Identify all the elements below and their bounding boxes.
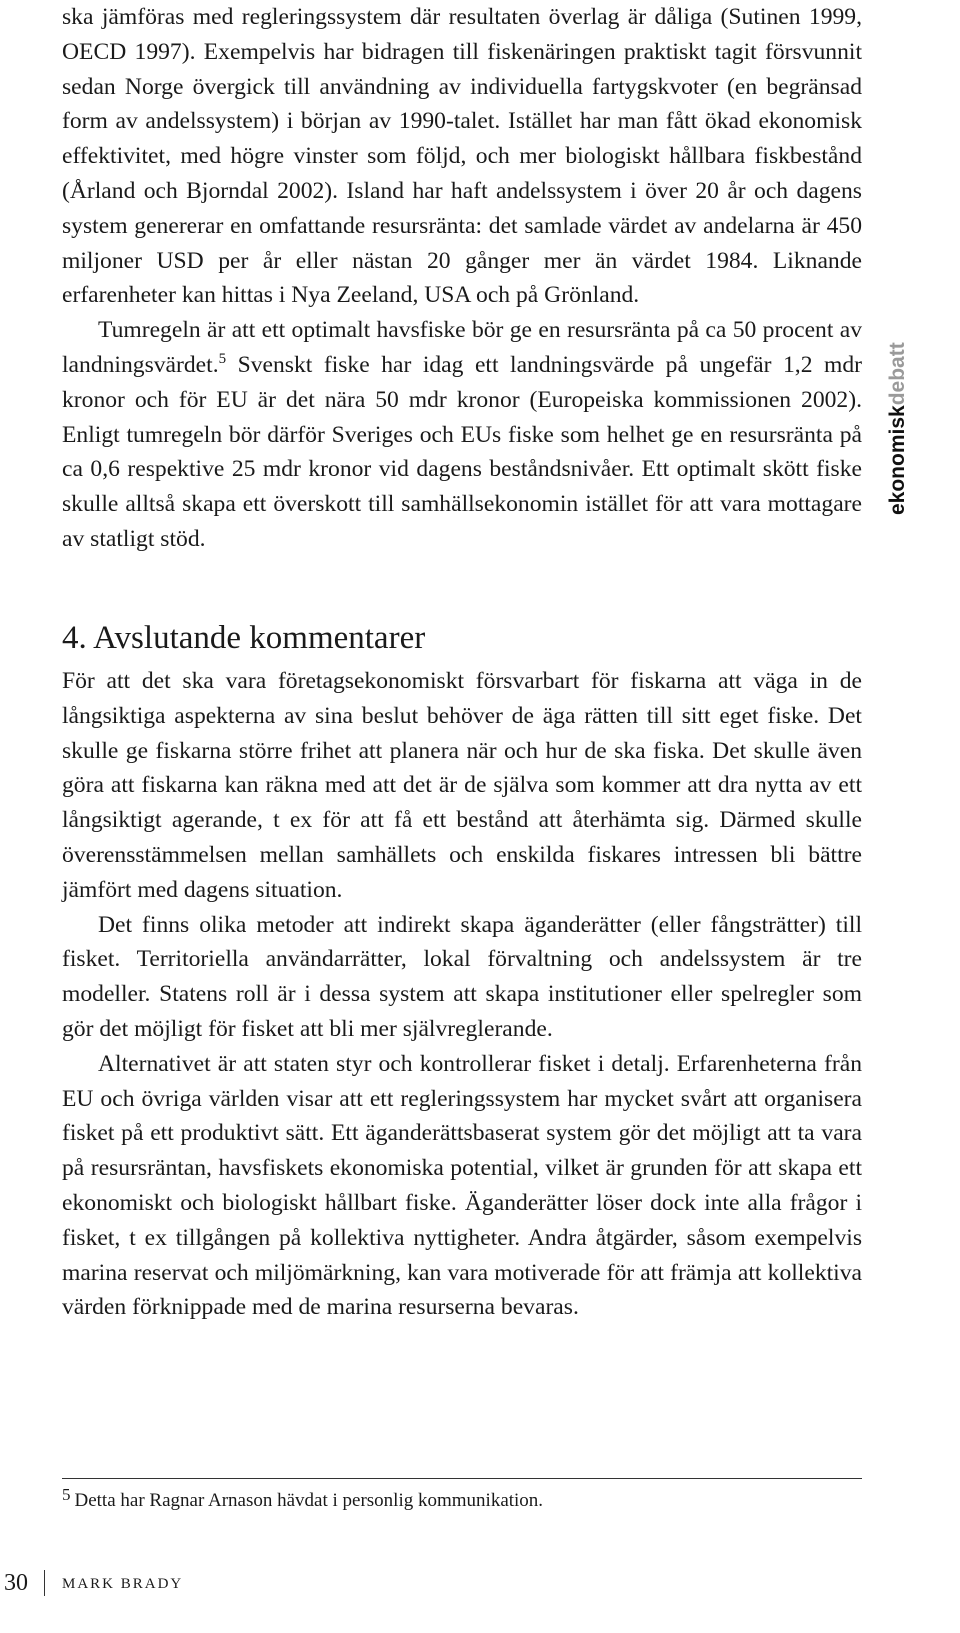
journal-label-ekonomisk: ekonomisk <box>886 405 909 515</box>
journal-side-label <box>880 277 914 517</box>
footnote-reference: 5 <box>218 350 227 367</box>
body-paragraph-1: ska jämföras med regleringssystem där resultaten överlag är dåliga (Sutinen 1999, OECD 1997). Exempelvis har bidragen till fiskenäringen praktiskt tagit försvunnit sedan Norge övergick till användning av individuella fartygskvoter (en begränsad form av andelssystem) i början av 1990-talet. Istället har man fått ökad ekonomisk effektivitet, med högre vinster som följd, och mer biologiskt hållbara fiskbestånd (Årland och Bjorndal 2002). Island har haft andelssystem i över 20 år och dagens system genererar en omfattande resursränta: det samlade värdet av andelarna är 450 miljoner USD per år eller nästan 20 gånger mer än värdet 1984. Liknande erfarenheter kan hittas i Nya Zeeland, USA och på Grönland. <box>62 4 862 309</box>
section-heading: 4. Avslutande kommentarer <box>62 620 426 656</box>
footnote-divider <box>62 1478 862 1479</box>
footnote-text: Detta har Ragnar Arnason hävdat i personlig kommunikation. <box>74 1490 544 1511</box>
journal-side-label-svg <box>880 277 914 517</box>
section-paragraph-1: För att det ska vara företagsekonomiskt försvarbart för fiskarna att väga in de långsiktiga aspekterna av sina beslut behöver de äga rätten till sitt eget fiske. Det skulle ge fiskarna större frihet att planera när och hur de ska fiska. Det skulle även göra att fiskarna kan räkna med att det är de själva som kommer att dra nytta av ett långsiktigt agerande, t ex för att få ett bestånd att återhämta sig. Därmed skulle överensstämmelsen mellan samhällets och enskilda fiskares intressen bli bättre jämfört med dagens situation. <box>62 668 862 903</box>
body-paragraph-2-start: Tumregeln är att ett optimalt havsfiske bör ge en resursränta på ca 50 procent av landningsvärdet. <box>62 317 862 378</box>
body-text-column <box>62 0 862 557</box>
body-paragraph-2 <box>62 313 862 557</box>
svg-text:ekonomiskdebatt <box>886 342 909 515</box>
running-footer-author: MARK BRADY <box>62 1576 184 1592</box>
section-paragraph-2: Det finns olika metoder att indirekt skapa äganderätter (eller fångsträtter) till fisket. Territoriella användarrätter, lokal förvaltning och andelssystem är tre modeller. Statens roll är i dessa system att skapa institutioner eller spelregler som gör det möjligt för fisket att bli mer självreglerande. <box>62 911 862 1042</box>
section-text-column <box>62 664 862 1325</box>
section-paragraph-3: Alternativet är att staten styr och kontrollerar fisket i detalj. Erfarenheterna från EU och övriga världen visar att ett regleringssystem har mycket svårt att organisera fisket på ett produktivt sätt. Ett äganderättsbaserat system gör det möjligt att ta vara på resursräntan, havsfiskets ekonomiska potential, vilket är grunden för att skapa ett ekonomiskt och biologiskt hållbart fiske. Äganderätter löser dock inte alla frågor i fisket, t ex tillgången på kollektiva nyttigheter. Andra åtgärder, såsom exempelvis marina reservat och miljömärkning, kan vara motiverade för att främja att kollektiva värden förknippade med de marina resurserna bevaras. <box>62 1050 862 1321</box>
page-number: 30 <box>4 1570 28 1596</box>
journal-label-debatt: debatt <box>886 342 909 406</box>
body-paragraph-2-rest: Svenskt fiske har idag ett landningsvärde på ungefär 1,2 mdr kronor och för EU är det nära 50 mdr kronor (Europeiska kommissionen 2002). Enligt tumregeln bör därför Sveriges och EUs fiske som helhet ge en resursränta på ca 0,6 respektive 25 mdr kronor vid dagens beståndsnivåer. Ett optimalt skött fiske skulle alltså skapa ett överskott till samhällsekonomin istället för att vara mottagare av statligt stöd. <box>62 351 862 552</box>
footnote-number: 5 <box>62 1485 71 1504</box>
footnote <box>62 1485 862 1514</box>
footer-divider <box>44 1570 45 1596</box>
